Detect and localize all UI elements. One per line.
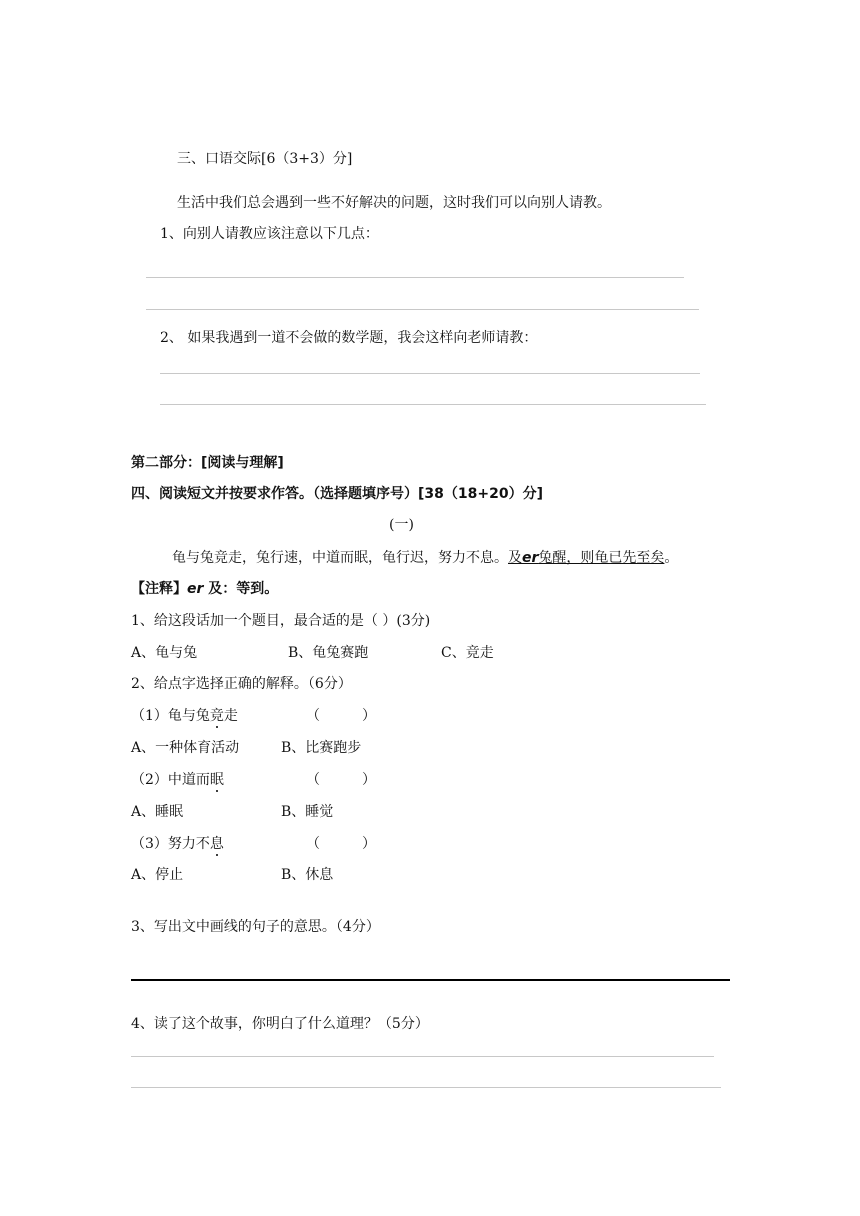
q4: 4、读了这个故事，你明白了什么道理？（5分） [131, 1016, 429, 1032]
q2-2-option-b[interactable]: B、睡觉 [281, 804, 334, 820]
q2-2-answer-right-paren: ） [362, 772, 376, 788]
q2-2-pre: （2）中道而 [131, 772, 210, 788]
answer-line[interactable] [146, 309, 699, 310]
q2-3-option-a[interactable]: A、停止 [131, 867, 184, 883]
q2-2-dotted-char: 眠 [209, 772, 224, 788]
q3-answer-line[interactable] [131, 979, 730, 981]
note-text: 及：等到。 [203, 581, 279, 597]
q2-2-answer-left-paren: （ [306, 772, 320, 788]
section3-q2: 2、 如果我遇到一道不会做的数学题，我会这样向老师请教： [160, 330, 538, 346]
q2-1-option-a[interactable]: A、一种体育活动 [131, 740, 240, 756]
passage-ji: 及 [508, 550, 522, 566]
q2-3-dotted-char: 息 [209, 836, 224, 852]
answer-line[interactable] [131, 1087, 721, 1088]
q2: 2、给点字选择正确的解释。（6分） [131, 676, 352, 692]
q2-2-item [131, 771, 224, 789]
passage-plain: 龟与兔竞走，兔行速，中道而眠，龟行迟，努力不息。 [172, 550, 508, 566]
section3-intro: 生活中我们总会遇到一些不好解决的问题，这时我们可以向别人请教。 [177, 195, 611, 211]
q3: 3、写出文中画线的句子的意思。（4分） [131, 919, 380, 935]
q1-option-a[interactable]: A、龟与兔 [131, 645, 198, 661]
q2-1-item [131, 707, 238, 725]
note-label: 【注释】 [131, 581, 187, 597]
section4-heading: 四、阅读短文并按要求作答。（选择题填序号）[38（18+20）分] [131, 486, 543, 502]
q2-1-answer-left-paren: （ [306, 708, 320, 724]
answer-line[interactable] [146, 277, 684, 278]
q2-1-pre: （1）龟与兔 [131, 708, 210, 724]
q2-3-answer-right-paren: ） [362, 836, 376, 852]
passage-number: (一) [389, 517, 414, 533]
note-er: er [187, 581, 204, 597]
section3-heading: 三、口语交际[6（3+3）分] [177, 151, 353, 167]
q1: 1、给这段话加一个题目，最合适的是（ ）(3分) [131, 613, 431, 629]
q1-option-c[interactable]: C、竞走 [441, 645, 494, 661]
q2-2-option-a[interactable]: A、睡眠 [131, 804, 184, 820]
q2-1-post: 走 [223, 708, 238, 724]
passage-underlined-text: 兔醒，则龟已先至矣 [538, 550, 665, 566]
q2-1-dotted-char: 竞 [209, 708, 224, 724]
q2-1-option-b[interactable]: B、比赛跑步 [281, 740, 362, 756]
answer-line[interactable] [131, 1056, 714, 1057]
part2-heading: 第二部分：[阅读与理解] [131, 455, 284, 471]
q2-3-item [131, 835, 224, 853]
q2-3-pre: （3）努力不 [131, 836, 210, 852]
answer-line[interactable] [160, 404, 706, 405]
passage-er: er [522, 550, 539, 566]
q1-option-b[interactable]: B、龟兔赛跑 [288, 645, 369, 661]
answer-line[interactable] [160, 373, 700, 374]
note [131, 580, 278, 598]
q2-3-option-b[interactable]: B、休息 [281, 867, 334, 883]
q2-3-answer-left-paren: （ [306, 836, 320, 852]
q2-1-answer-right-paren: ） [362, 708, 376, 724]
passage-end: 。 [664, 550, 679, 566]
section3-q1: 1、向别人请教应该注意以下几点： [160, 226, 379, 242]
passage [172, 549, 678, 567]
passage-underlined [508, 550, 664, 566]
